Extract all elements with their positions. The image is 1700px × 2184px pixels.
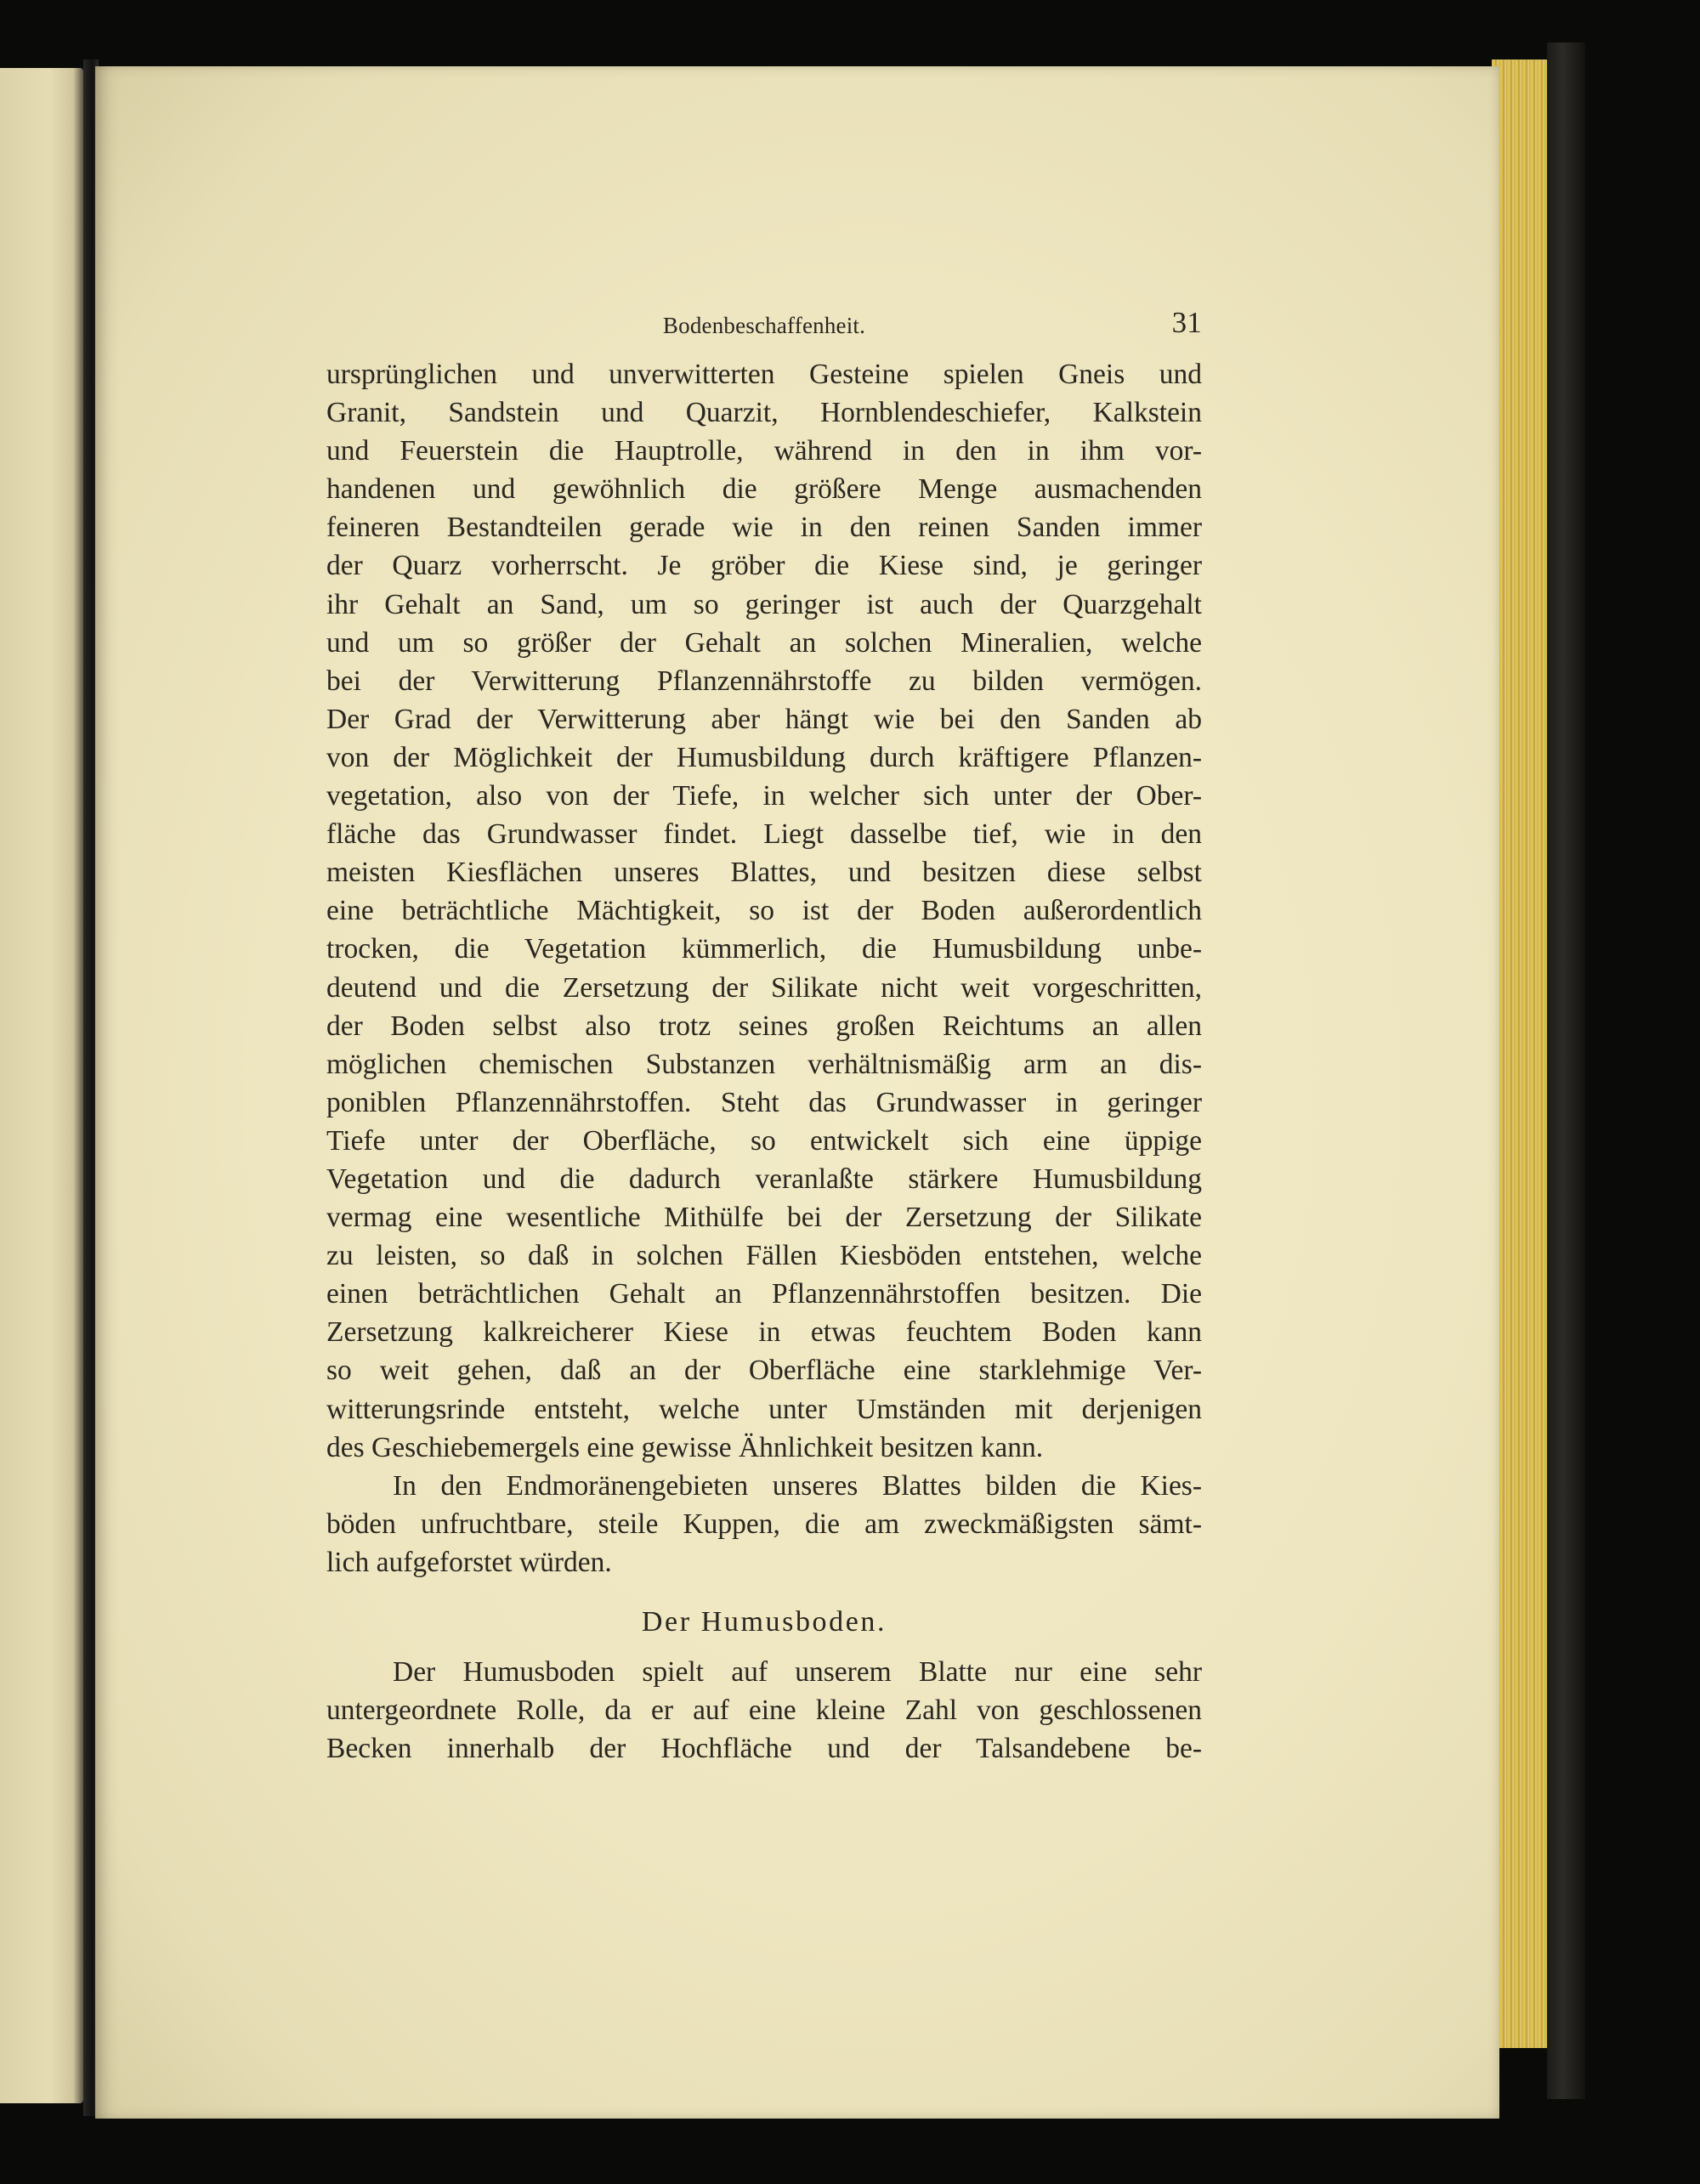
text-line: witterungsrinde entsteht, welche unter Umständen mit derjenigen — [326, 1393, 1202, 1425]
text-line: von der Möglichkeit der Humusbildung durch kräftigere Pflanzen- — [326, 741, 1202, 773]
book-page — [95, 66, 1499, 2119]
text-line: Der Humusboden spielt auf unserem Blatte nur eine sehr — [393, 1656, 1202, 1688]
text-line: der Boden selbst also trotz seines großen Reichtums an allen — [326, 1010, 1202, 1042]
paragraph-1 — [326, 355, 1202, 1467]
text-line: deutend und die Zersetzung der Silikate nicht weit vorgeschritten, — [326, 971, 1202, 1004]
text-line: feineren Bestandteilen gerade wie in den reinen Sanden immer — [326, 512, 1202, 544]
text-line: Becken innerhalb der Hochfläche und der Talsandebene be- — [326, 1733, 1202, 1765]
text-line: Granit, Sandstein und Quarzit, Hornblendeschiefer, Kalkstein — [326, 397, 1202, 429]
text-line: zu leisten, so daß in solchen Fällen Kiesböden entstehen, welche — [326, 1240, 1202, 1272]
paragraph-2 — [326, 1467, 1202, 1581]
text-line: böden unfruchtbare, steile Kuppen, die am zweckmäßigsten sämt- — [326, 1508, 1202, 1540]
text-line: Tiefe unter der Oberfläche, so entwickelt sich eine üppige — [326, 1124, 1202, 1157]
page-text-block — [326, 304, 1202, 1768]
text-line: fläche das Grundwasser findet. Liegt dasselbe tief, wie in den — [326, 818, 1202, 851]
text-line: der Quarz vorherrscht. Je gröber die Kiese sind, je geringer — [326, 550, 1202, 582]
text-line: lich aufgeforstet würden. — [326, 1546, 612, 1578]
text-line: ursprünglichen und unverwitterten Gesteine spielen Gneis und — [326, 359, 1202, 390]
text-line: und um so größer der Gehalt an solchen Mineralien, welche — [326, 626, 1202, 659]
text-line: untergeordnete Rolle, da er auf eine kleine Zahl von geschlossenen — [326, 1695, 1202, 1727]
text-line: Zersetzung kalkreicherer Kiese in etwas feuchtem Boden kann — [326, 1316, 1202, 1349]
text-line: des Geschiebemergels eine gewisse Ähnlichkeit besitzen kann. — [326, 1431, 1044, 1463]
page-edge-stack — [1492, 59, 1551, 2048]
text-line: Vegetation und die dadurch veranlaßte stärkere Humusbildung — [326, 1163, 1202, 1195]
text-line: ihr Gehalt an Sand, um so geringer ist auch der Quarzgehalt — [326, 588, 1202, 620]
text-line: poniblen Pflanzennährstoffen. Steht das Grundwasser in geringer — [326, 1086, 1202, 1118]
text-line: trocken, die Vegetation kümmerlich, die Humusbildung unbe- — [326, 933, 1202, 965]
page-number: 31 — [1171, 306, 1202, 339]
text-line: vegetation, also von der Tiefe, in welcher sich unter der Ober- — [326, 780, 1202, 812]
book-cover-edge — [1547, 42, 1585, 2099]
text-line: und Feuerstein die Hauptrolle, während in den in ihm vor- — [326, 435, 1202, 467]
paragraph-3 — [326, 1653, 1202, 1768]
text-line: In den Endmoränengebieten unseres Blattes bilden die Kies- — [393, 1469, 1202, 1502]
running-head — [326, 304, 1202, 355]
text-line: möglichen chemischen Substanzen verhältnismäßig arm an dis- — [326, 1048, 1202, 1080]
text-line: so weit gehen, daß an der Oberfläche eine starklehmige Ver- — [326, 1355, 1202, 1387]
facing-page-edge — [0, 68, 83, 2103]
text-line: Der Grad der Verwitterung aber hängt wie bei den Sanden ab — [326, 703, 1202, 735]
text-line: meisten Kiesflächen unseres Blattes, und besitzen diese selbst — [326, 857, 1202, 889]
text-line: vermag eine wesentliche Mithülfe bei der Zersetzung der Silikate — [326, 1202, 1202, 1234]
running-head-title: Bodenbeschaffenheit. — [662, 313, 866, 338]
text-line: handenen und gewöhnlich die größere Menge ausmachenden — [326, 473, 1202, 506]
text-line: einen beträchtlichen Gehalt an Pflanzennährstoffen besitzen. Die — [326, 1278, 1202, 1310]
text-line: bei der Verwitterung Pflanzennährstoffe zu bilden vermögen. — [326, 665, 1202, 697]
text-line: eine beträchtliche Mächtigkeit, so ist der Boden außerordentlich — [326, 895, 1202, 927]
section-heading: Der Humusboden. — [641, 1606, 887, 1638]
